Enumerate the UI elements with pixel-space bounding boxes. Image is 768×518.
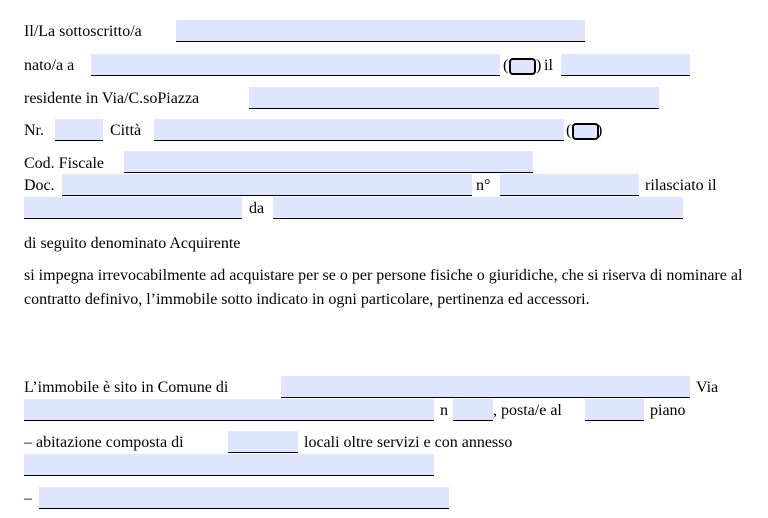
close-paren: )	[536, 57, 542, 74]
residente-label: residente in Via/C.soPiazza	[24, 90, 200, 107]
locali-label: locali oltre servizi e con annesso	[304, 434, 513, 451]
doc-label: Doc.	[24, 177, 55, 194]
n-label: n	[440, 402, 448, 419]
provincia-checkbox[interactable]	[572, 123, 599, 140]
via-label: Via	[696, 379, 719, 396]
acquirente-text: di seguito denominato Acquirente	[24, 235, 241, 252]
citta-field[interactable]	[154, 119, 564, 141]
luogo-nascita-field[interactable]	[91, 54, 500, 76]
ulteriore-annesso-field[interactable]	[39, 487, 449, 509]
nr-label: Nr.	[24, 122, 44, 139]
cod-fiscale-label: Cod. Fiscale	[24, 155, 104, 172]
da-label: da	[249, 200, 265, 217]
provincia-nascita-checkbox[interactable]	[509, 58, 536, 75]
data-nascita-field[interactable]	[561, 54, 690, 76]
sottoscritto-label: Il/La sottoscritto/a	[24, 23, 142, 40]
numero-documento-field[interactable]	[500, 174, 639, 196]
nato-label: nato/a a	[24, 57, 75, 74]
abitazione-label: – abitazione composta di	[24, 434, 184, 451]
documento-field[interactable]	[62, 174, 472, 196]
via-immobile-field[interactable]	[24, 399, 434, 421]
piano-field[interactable]	[585, 399, 644, 421]
comune-field[interactable]	[281, 376, 690, 398]
immobile-label: L’immobile è sito in Comune di	[24, 379, 229, 396]
citta-label: Città	[110, 122, 142, 139]
data-rilascio-field[interactable]	[24, 197, 242, 219]
il-label: il	[544, 57, 553, 74]
rilasciato-label: rilasciato il	[645, 177, 717, 194]
posta-label: , posta/e al	[493, 402, 562, 419]
locali-field[interactable]	[228, 431, 298, 453]
ente-rilascio-field[interactable]	[273, 197, 683, 219]
dash-label: –	[24, 490, 32, 507]
civico-field[interactable]	[55, 119, 103, 141]
residenza-field[interactable]	[249, 87, 659, 109]
open-paren: (	[566, 122, 572, 139]
impegno-paragraph: si impegna irrevocabilmente ad acquistare per se o per persone fisiche o giuridiche, che si riserva di nominare al contratto definivo, l’immobile sotto indicato in ogni particolare, pertinenza ed accessori.	[24, 267, 743, 308]
annesso-field[interactable]	[24, 454, 434, 476]
cod-fiscale-field[interactable]	[124, 151, 533, 173]
sottoscritto-field[interactable]	[176, 20, 585, 42]
numero-label: n°	[476, 177, 491, 194]
piano-label: piano	[650, 402, 686, 419]
close-paren: )	[597, 122, 603, 139]
open-paren: (	[503, 57, 509, 74]
civico-immobile-field[interactable]	[453, 399, 493, 421]
